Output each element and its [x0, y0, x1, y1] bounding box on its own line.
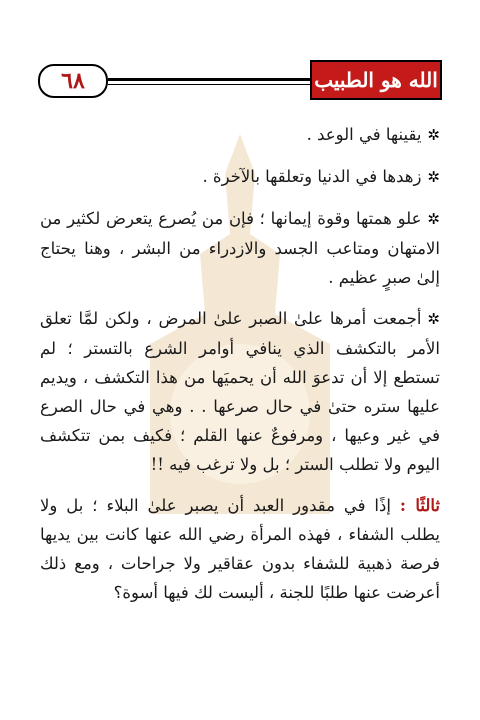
paragraph-text: علو همتها وقوة إيمانها ؛ فإن من يُصرع يتعرض لكثير من الامتهان ومتاعب الجسد والازدراء من البشر ، وهنا يحتاج إلىٰ صبرٍ عظيم .: [40, 209, 440, 287]
star-bullet-icon: ✲: [427, 126, 440, 144]
page-number: [38, 64, 108, 98]
paragraph-text: أجمعت أمرها علىٰ الصبر علىٰ المرض ، ولكن لمَّا تعلق الأمر بالتكشف الذي ينافي أوامر الشرع بالتستر ؛ لم تستطع إلا أن تدعوَ الله أن يحميَها من هذا التكشف ، ويديم عليها ستره حتىٰ في حال صرعها . . وهي في حال الصرع في غير وعيها ، ومرفوعٌ عنها القلم ؛ فكيف بمن تتكشف اليوم ولا تطلب الستر ؛ بل ولا ترغب فيه !!: [40, 309, 440, 474]
third-point-paragraph: [40, 491, 440, 607]
page-header: [38, 60, 442, 104]
paragraph-text: إذًا في مقدور العبد أن يصبر علىٰ البلاء ؛ بل ولا يطلب الشفاء ، فهذه المرأة رضي الله عنها كانت بين يديها فرصة ذهبية للشفاء بدون عقاقير ولا جراحات ، ومع ذلك أعرضت عنها طلبًا للجنة ، أليست لك فيها أسوة؟: [40, 496, 440, 602]
bullet-paragraph: [40, 204, 440, 292]
third-label: ثالثًا :: [399, 496, 440, 515]
star-bullet-icon: ✲: [427, 310, 440, 328]
star-bullet-icon: ✲: [427, 168, 440, 186]
book-title: الله هو الطبيب: [314, 68, 438, 92]
page-number-text: ٦٨: [61, 68, 85, 94]
header-rule: [108, 78, 312, 85]
page-body: [40, 120, 440, 619]
bullet-paragraph: [40, 162, 440, 192]
paragraph-text: يقينها في الوعد .: [306, 125, 422, 144]
bullet-paragraph: [40, 120, 440, 150]
paragraph-text: زهدها في الدنيا وتعلقها بالآخرة .: [202, 167, 422, 186]
book-title-banner: [310, 60, 442, 100]
bullet-paragraph: [40, 304, 440, 479]
star-bullet-icon: ✲: [427, 210, 440, 228]
